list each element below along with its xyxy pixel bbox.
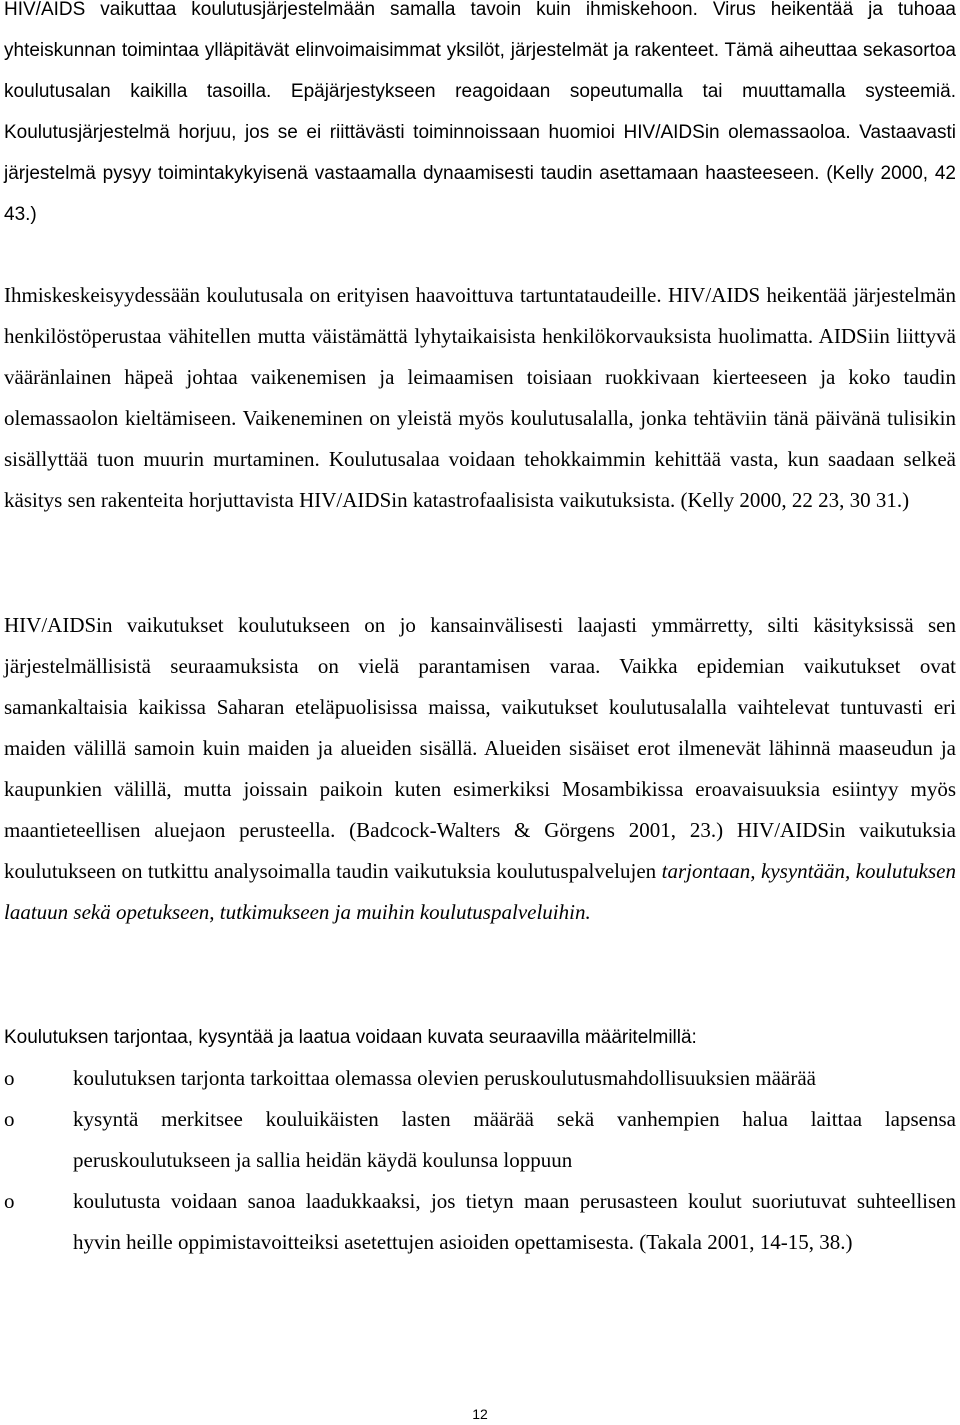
paragraph-international-understanding	[4, 605, 956, 933]
paragraph-italic-text: tarjontaan, kysyntään, koulutuksen laatuun sekä opetukseen, tutkimukseen ja muihin koulutuspalveluihin.	[4, 859, 956, 924]
paragraph-hiv-education-system: HIV/AIDS vaikuttaa koulutusjärjestelmään samalla tavoin kuin ihmiskehoon. Virus heikentää ja tuhoaa yhteiskunnan toimintaa ylläpitävät elinvoimaisimmat yksilöt, järjestelmät ja rakenteet. Tämä aiheuttaa sekasortoa koulutusalan kaikilla tasoilla. Epäjärjestykseen reagoidaan sopeutumalla tai muuttamalla systeemiä. Koulutusjärjestelmä horjuu, jos se ei riittävästi toiminnoissaan huomioi HIV/AIDSin olemassaoloa. Vastaavasti järjestelmä pysyy toimintakykyisenä vastaamalla dynaamisesti taudin asettamaan haasteeseen. (Kelly 2000, 42 43.)	[4, 0, 956, 225]
bullet-marker: o	[4, 1066, 15, 1090]
paragraph-body-text: HIV/AIDSin vaikutukset koulutukseen on jo kansainvälisesti laajasti ymmärretty, silti käsityksissä sen järjestelmällisistä seuraamuksista on vielä parantamisen varaa. Vaikka epidemian vaikutukset ovat samankaltaisia kaikissa Saharan eteläpuolisissa maissa, vaikutukset koulutusalalla vaihtelevat tuntuvasti eri maiden välillä samoin kuin maiden ja alueiden sisällä. Alueiden sisäiset erot ilmenevät lähinnä maaseudun ja kaupunkien välillä, mutta joissain paikoin kuten esimerkiksi Mosambikissa eroavaisuuksia esiintyy myös maantieteellisen aluejaon perusteella. (Badcock-Walters & Görgens 2001, 23.) HIV/AIDSin vaikutuksia koulutukseen on tutkittu analysoimalla taudin vaikutuksia koulutuspalvelujen	[4, 613, 956, 883]
list-item-text: koulutusta voidaan sanoa laadukkaaksi, jos tietyn maan perusasteen koulut suoriutuvat suhteellisen hyvin heille oppimistavoitteiksi asetettujen asioiden opettamisesta. (Takala 2001, 14-15, 38.)	[73, 1189, 956, 1254]
definitions-list	[4, 1058, 956, 1263]
paragraph-definitions-intro: Koulutuksen tarjontaa, kysyntää ja laatua voidaan kuvata seuraavilla määritelmillä:	[4, 1027, 697, 1048]
list-item-supply	[4, 1058, 956, 1099]
list-item-text: koulutuksen tarjonta tarkoittaa olemassa olevien peruskoulutusmahdollisuuksien määrää	[73, 1066, 816, 1090]
paragraph-human-centered-education: Ihmiskeskeisyydessään koulutusala on erityisen haavoittuva tartuntataudeille. HIV/AIDS heikentää järjestelmän henkilöstöperustaa vähitellen mutta väistämättä lyhytaikaisista henkilökorvauksista huolimatta. AIDSiin liittyvä vääränlainen häpeä johtaa vaikenemisen ja leimaamisen toisiaan ruokkivaan kierteeseen ja koko taudin olemassaolon kieltämiseen. Vaikeneminen on yleistä myös koulutusalalla, jonka tehtäviin tänä päivänä tulisikin sisällyttää tuon muurin murtaminen. Koulutusalaa voidaan tehokkaimmin kehittää vasta, kun saadaan selkeä käsitys sen rakenteita horjuttavista HIV/AIDSin katastrofaalisista vaikutuksista. (Kelly 2000, 22 23, 30 31.)	[4, 283, 956, 512]
bullet-marker: o	[4, 1107, 15, 1131]
list-item-text: kysyntä merkitsee kouluikäisten lasten määrää sekä vanhempien halua laittaa lapsensa peruskoulutukseen ja sallia heidän käydä koulunsa loppuun	[73, 1107, 956, 1172]
bullet-marker: o	[4, 1189, 15, 1213]
list-item-demand	[4, 1099, 956, 1181]
page-number: 12	[472, 1406, 488, 1422]
list-item-quality	[4, 1181, 956, 1263]
